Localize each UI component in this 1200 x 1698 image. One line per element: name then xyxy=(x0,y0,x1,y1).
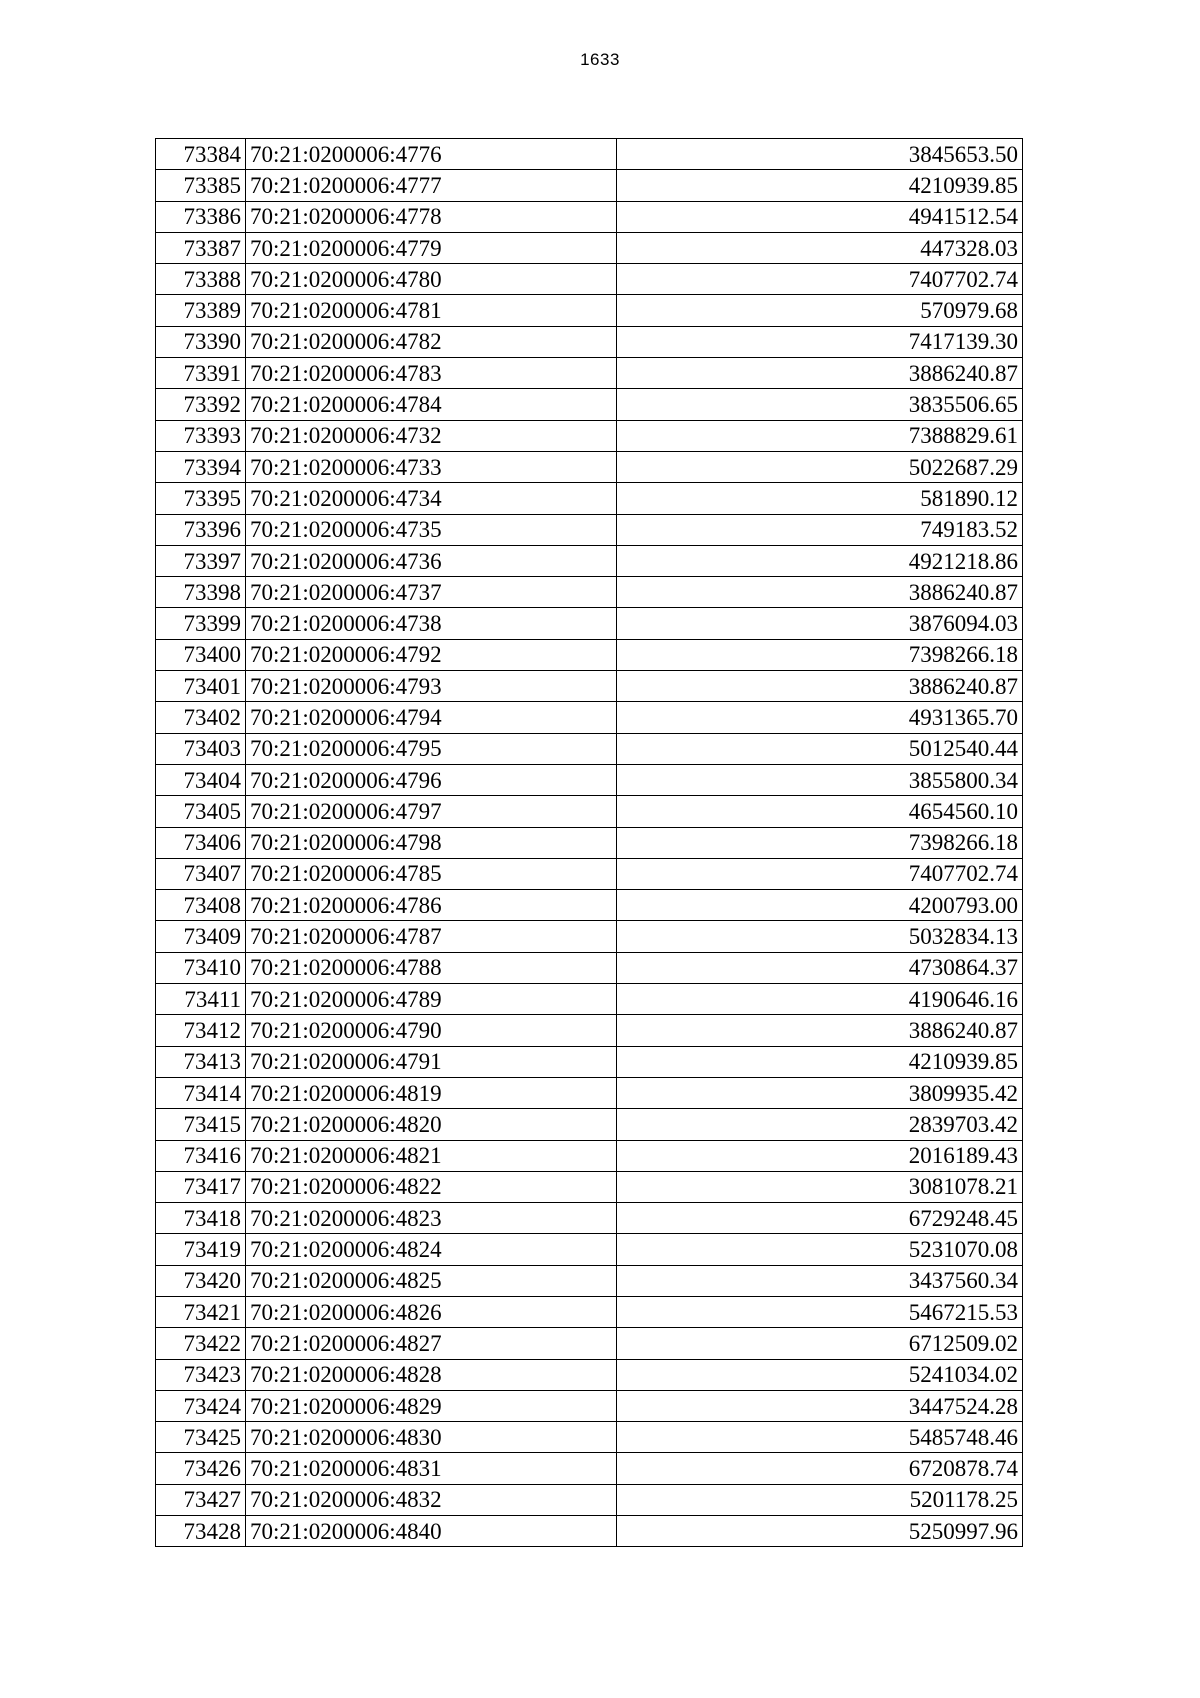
cadastral-number-cell: 70:21:0200006:4821 xyxy=(246,1140,617,1171)
table-row xyxy=(156,201,1023,232)
cadastral-number-cell: 70:21:0200006:4796 xyxy=(246,764,617,795)
row-number-cell: 73405 xyxy=(156,796,246,827)
cadastral-number-cell: 70:21:0200006:4831 xyxy=(246,1453,617,1484)
value-cell: 4654560.10 xyxy=(617,796,1023,827)
row-number-cell: 73399 xyxy=(156,608,246,639)
cadastral-number-cell: 70:21:0200006:4777 xyxy=(246,170,617,201)
table-row xyxy=(156,389,1023,420)
table-row xyxy=(156,451,1023,482)
value-cell: 3855800.34 xyxy=(617,764,1023,795)
cadastral-number-cell: 70:21:0200006:4782 xyxy=(246,326,617,357)
cadastral-number-cell: 70:21:0200006:4798 xyxy=(246,827,617,858)
registry-table xyxy=(155,138,1023,1547)
cadastral-number-cell: 70:21:0200006:4792 xyxy=(246,639,617,670)
row-number-cell: 73403 xyxy=(156,733,246,764)
row-number-cell: 73427 xyxy=(156,1484,246,1515)
row-number-cell: 73412 xyxy=(156,1015,246,1046)
value-cell: 5467215.53 xyxy=(617,1296,1023,1327)
row-number-cell: 73394 xyxy=(156,451,246,482)
value-cell: 5022687.29 xyxy=(617,451,1023,482)
value-cell: 581890.12 xyxy=(617,483,1023,514)
row-number-cell: 73426 xyxy=(156,1453,246,1484)
value-cell: 3886240.87 xyxy=(617,358,1023,389)
cadastral-number-cell: 70:21:0200006:4819 xyxy=(246,1077,617,1108)
value-cell: 4210939.85 xyxy=(617,170,1023,201)
row-number-cell: 73402 xyxy=(156,702,246,733)
row-number-cell: 73387 xyxy=(156,232,246,263)
cadastral-number-cell: 70:21:0200006:4827 xyxy=(246,1328,617,1359)
value-cell: 7417139.30 xyxy=(617,326,1023,357)
cadastral-number-cell: 70:21:0200006:4826 xyxy=(246,1296,617,1327)
row-number-cell: 73385 xyxy=(156,170,246,201)
value-cell: 7407702.74 xyxy=(617,858,1023,889)
cadastral-number-cell: 70:21:0200006:4787 xyxy=(246,921,617,952)
row-number-cell: 73423 xyxy=(156,1359,246,1390)
value-cell: 2016189.43 xyxy=(617,1140,1023,1171)
value-cell: 3437560.34 xyxy=(617,1265,1023,1296)
table-row xyxy=(156,1265,1023,1296)
cadastral-number-cell: 70:21:0200006:4784 xyxy=(246,389,617,420)
row-number-cell: 73416 xyxy=(156,1140,246,1171)
row-number-cell: 73409 xyxy=(156,921,246,952)
table-row xyxy=(156,1359,1023,1390)
table-row xyxy=(156,608,1023,639)
cadastral-number-cell: 70:21:0200006:4785 xyxy=(246,858,617,889)
cadastral-number-cell: 70:21:0200006:4783 xyxy=(246,358,617,389)
value-cell: 7398266.18 xyxy=(617,639,1023,670)
row-number-cell: 73420 xyxy=(156,1265,246,1296)
row-number-cell: 73400 xyxy=(156,639,246,670)
table-row xyxy=(156,232,1023,263)
value-cell: 3845653.50 xyxy=(617,139,1023,170)
table-row xyxy=(156,1453,1023,1484)
cadastral-number-cell: 70:21:0200006:4736 xyxy=(246,545,617,576)
row-number-cell: 73425 xyxy=(156,1422,246,1453)
value-cell: 4931365.70 xyxy=(617,702,1023,733)
cadastral-number-cell: 70:21:0200006:4832 xyxy=(246,1484,617,1515)
row-number-cell: 73417 xyxy=(156,1171,246,1202)
cadastral-number-cell: 70:21:0200006:4795 xyxy=(246,733,617,764)
value-cell: 570979.68 xyxy=(617,295,1023,326)
value-cell: 3886240.87 xyxy=(617,1015,1023,1046)
cadastral-number-cell: 70:21:0200006:4733 xyxy=(246,451,617,482)
cadastral-number-cell: 70:21:0200006:4781 xyxy=(246,295,617,326)
value-cell: 4921218.86 xyxy=(617,545,1023,576)
table-row xyxy=(156,702,1023,733)
cadastral-number-cell: 70:21:0200006:4840 xyxy=(246,1516,617,1547)
table-row xyxy=(156,796,1023,827)
cadastral-number-cell: 70:21:0200006:4828 xyxy=(246,1359,617,1390)
table-row xyxy=(156,1328,1023,1359)
row-number-cell: 73419 xyxy=(156,1234,246,1265)
cadastral-number-cell: 70:21:0200006:4732 xyxy=(246,420,617,451)
cadastral-number-cell: 70:21:0200006:4790 xyxy=(246,1015,617,1046)
value-cell: 5485748.46 xyxy=(617,1422,1023,1453)
row-number-cell: 73384 xyxy=(156,139,246,170)
table-row xyxy=(156,1046,1023,1077)
cadastral-number-cell: 70:21:0200006:4734 xyxy=(246,483,617,514)
table-row xyxy=(156,420,1023,451)
value-cell: 3081078.21 xyxy=(617,1171,1023,1202)
value-cell: 447328.03 xyxy=(617,232,1023,263)
table-row xyxy=(156,1296,1023,1327)
cadastral-number-cell: 70:21:0200006:4789 xyxy=(246,984,617,1015)
table-row xyxy=(156,1077,1023,1108)
row-number-cell: 73411 xyxy=(156,984,246,1015)
cadastral-number-cell: 70:21:0200006:4735 xyxy=(246,514,617,545)
value-cell: 3809935.42 xyxy=(617,1077,1023,1108)
cadastral-number-cell: 70:21:0200006:4778 xyxy=(246,201,617,232)
value-cell: 5012540.44 xyxy=(617,733,1023,764)
row-number-cell: 73404 xyxy=(156,764,246,795)
cadastral-number-cell: 70:21:0200006:4780 xyxy=(246,264,617,295)
row-number-cell: 73386 xyxy=(156,201,246,232)
table-row xyxy=(156,952,1023,983)
table-row xyxy=(156,1390,1023,1421)
table-row xyxy=(156,1171,1023,1202)
row-number-cell: 73415 xyxy=(156,1109,246,1140)
value-cell: 6720878.74 xyxy=(617,1453,1023,1484)
row-number-cell: 73390 xyxy=(156,326,246,357)
cadastral-number-cell: 70:21:0200006:4776 xyxy=(246,139,617,170)
row-number-cell: 73424 xyxy=(156,1390,246,1421)
table-row xyxy=(156,1516,1023,1547)
table-row xyxy=(156,921,1023,952)
row-number-cell: 73391 xyxy=(156,358,246,389)
row-number-cell: 73422 xyxy=(156,1328,246,1359)
cadastral-number-cell: 70:21:0200006:4794 xyxy=(246,702,617,733)
cadastral-number-cell: 70:21:0200006:4788 xyxy=(246,952,617,983)
cadastral-number-cell: 70:21:0200006:4825 xyxy=(246,1265,617,1296)
value-cell: 4190646.16 xyxy=(617,984,1023,1015)
value-cell: 4941512.54 xyxy=(617,201,1023,232)
value-cell: 3447524.28 xyxy=(617,1390,1023,1421)
table-row xyxy=(156,1234,1023,1265)
cadastral-number-cell: 70:21:0200006:4820 xyxy=(246,1109,617,1140)
table-row xyxy=(156,764,1023,795)
value-cell: 4200793.00 xyxy=(617,890,1023,921)
row-number-cell: 73421 xyxy=(156,1296,246,1327)
row-number-cell: 73388 xyxy=(156,264,246,295)
value-cell: 3886240.87 xyxy=(617,577,1023,608)
cadastral-number-cell: 70:21:0200006:4791 xyxy=(246,1046,617,1077)
cadastral-number-cell: 70:21:0200006:4822 xyxy=(246,1171,617,1202)
row-number-cell: 73395 xyxy=(156,483,246,514)
table-row xyxy=(156,984,1023,1015)
row-number-cell: 73398 xyxy=(156,577,246,608)
table-row xyxy=(156,671,1023,702)
value-cell: 5241034.02 xyxy=(617,1359,1023,1390)
table-row xyxy=(156,827,1023,858)
row-number-cell: 73392 xyxy=(156,389,246,420)
row-number-cell: 73418 xyxy=(156,1203,246,1234)
row-number-cell: 73428 xyxy=(156,1516,246,1547)
row-number-cell: 73401 xyxy=(156,671,246,702)
table-row xyxy=(156,1484,1023,1515)
table-row xyxy=(156,1015,1023,1046)
value-cell: 2839703.42 xyxy=(617,1109,1023,1140)
value-cell: 7398266.18 xyxy=(617,827,1023,858)
table-row xyxy=(156,514,1023,545)
row-number-cell: 73413 xyxy=(156,1046,246,1077)
value-cell: 5201178.25 xyxy=(617,1484,1023,1515)
cadastral-number-cell: 70:21:0200006:4824 xyxy=(246,1234,617,1265)
cadastral-number-cell: 70:21:0200006:4737 xyxy=(246,577,617,608)
value-cell: 4730864.37 xyxy=(617,952,1023,983)
value-cell: 7388829.61 xyxy=(617,420,1023,451)
cadastral-number-cell: 70:21:0200006:4786 xyxy=(246,890,617,921)
cadastral-number-cell: 70:21:0200006:4829 xyxy=(246,1390,617,1421)
table-row xyxy=(156,858,1023,889)
row-number-cell: 73414 xyxy=(156,1077,246,1108)
value-cell: 4210939.85 xyxy=(617,1046,1023,1077)
row-number-cell: 73406 xyxy=(156,827,246,858)
cadastral-number-cell: 70:21:0200006:4797 xyxy=(246,796,617,827)
table-row xyxy=(156,1109,1023,1140)
page-number: 1633 xyxy=(580,50,620,69)
registry-table-body xyxy=(156,139,1023,1547)
value-cell: 3886240.87 xyxy=(617,671,1023,702)
table-row xyxy=(156,358,1023,389)
row-number-cell: 73397 xyxy=(156,545,246,576)
table-row xyxy=(156,483,1023,514)
table-row xyxy=(156,545,1023,576)
value-cell: 5231070.08 xyxy=(617,1234,1023,1265)
table-row xyxy=(156,326,1023,357)
row-number-cell: 73393 xyxy=(156,420,246,451)
row-number-cell: 73407 xyxy=(156,858,246,889)
cadastral-number-cell: 70:21:0200006:4830 xyxy=(246,1422,617,1453)
value-cell: 749183.52 xyxy=(617,514,1023,545)
row-number-cell: 73389 xyxy=(156,295,246,326)
row-number-cell: 73408 xyxy=(156,890,246,921)
table-row xyxy=(156,264,1023,295)
cadastral-number-cell: 70:21:0200006:4823 xyxy=(246,1203,617,1234)
table-row xyxy=(156,170,1023,201)
table-row xyxy=(156,733,1023,764)
value-cell: 6712509.02 xyxy=(617,1328,1023,1359)
value-cell: 5250997.96 xyxy=(617,1516,1023,1547)
table-row xyxy=(156,1140,1023,1171)
table-row xyxy=(156,890,1023,921)
row-number-cell: 73410 xyxy=(156,952,246,983)
value-cell: 7407702.74 xyxy=(617,264,1023,295)
table-row xyxy=(156,577,1023,608)
row-number-cell: 73396 xyxy=(156,514,246,545)
cadastral-number-cell: 70:21:0200006:4793 xyxy=(246,671,617,702)
value-cell: 5032834.13 xyxy=(617,921,1023,952)
table-row xyxy=(156,1203,1023,1234)
table-row xyxy=(156,1422,1023,1453)
value-cell: 3876094.03 xyxy=(617,608,1023,639)
value-cell: 3835506.65 xyxy=(617,389,1023,420)
table-row xyxy=(156,295,1023,326)
table-row xyxy=(156,639,1023,670)
table-row xyxy=(156,139,1023,170)
cadastral-number-cell: 70:21:0200006:4738 xyxy=(246,608,617,639)
value-cell: 6729248.45 xyxy=(617,1203,1023,1234)
cadastral-number-cell: 70:21:0200006:4779 xyxy=(246,232,617,263)
